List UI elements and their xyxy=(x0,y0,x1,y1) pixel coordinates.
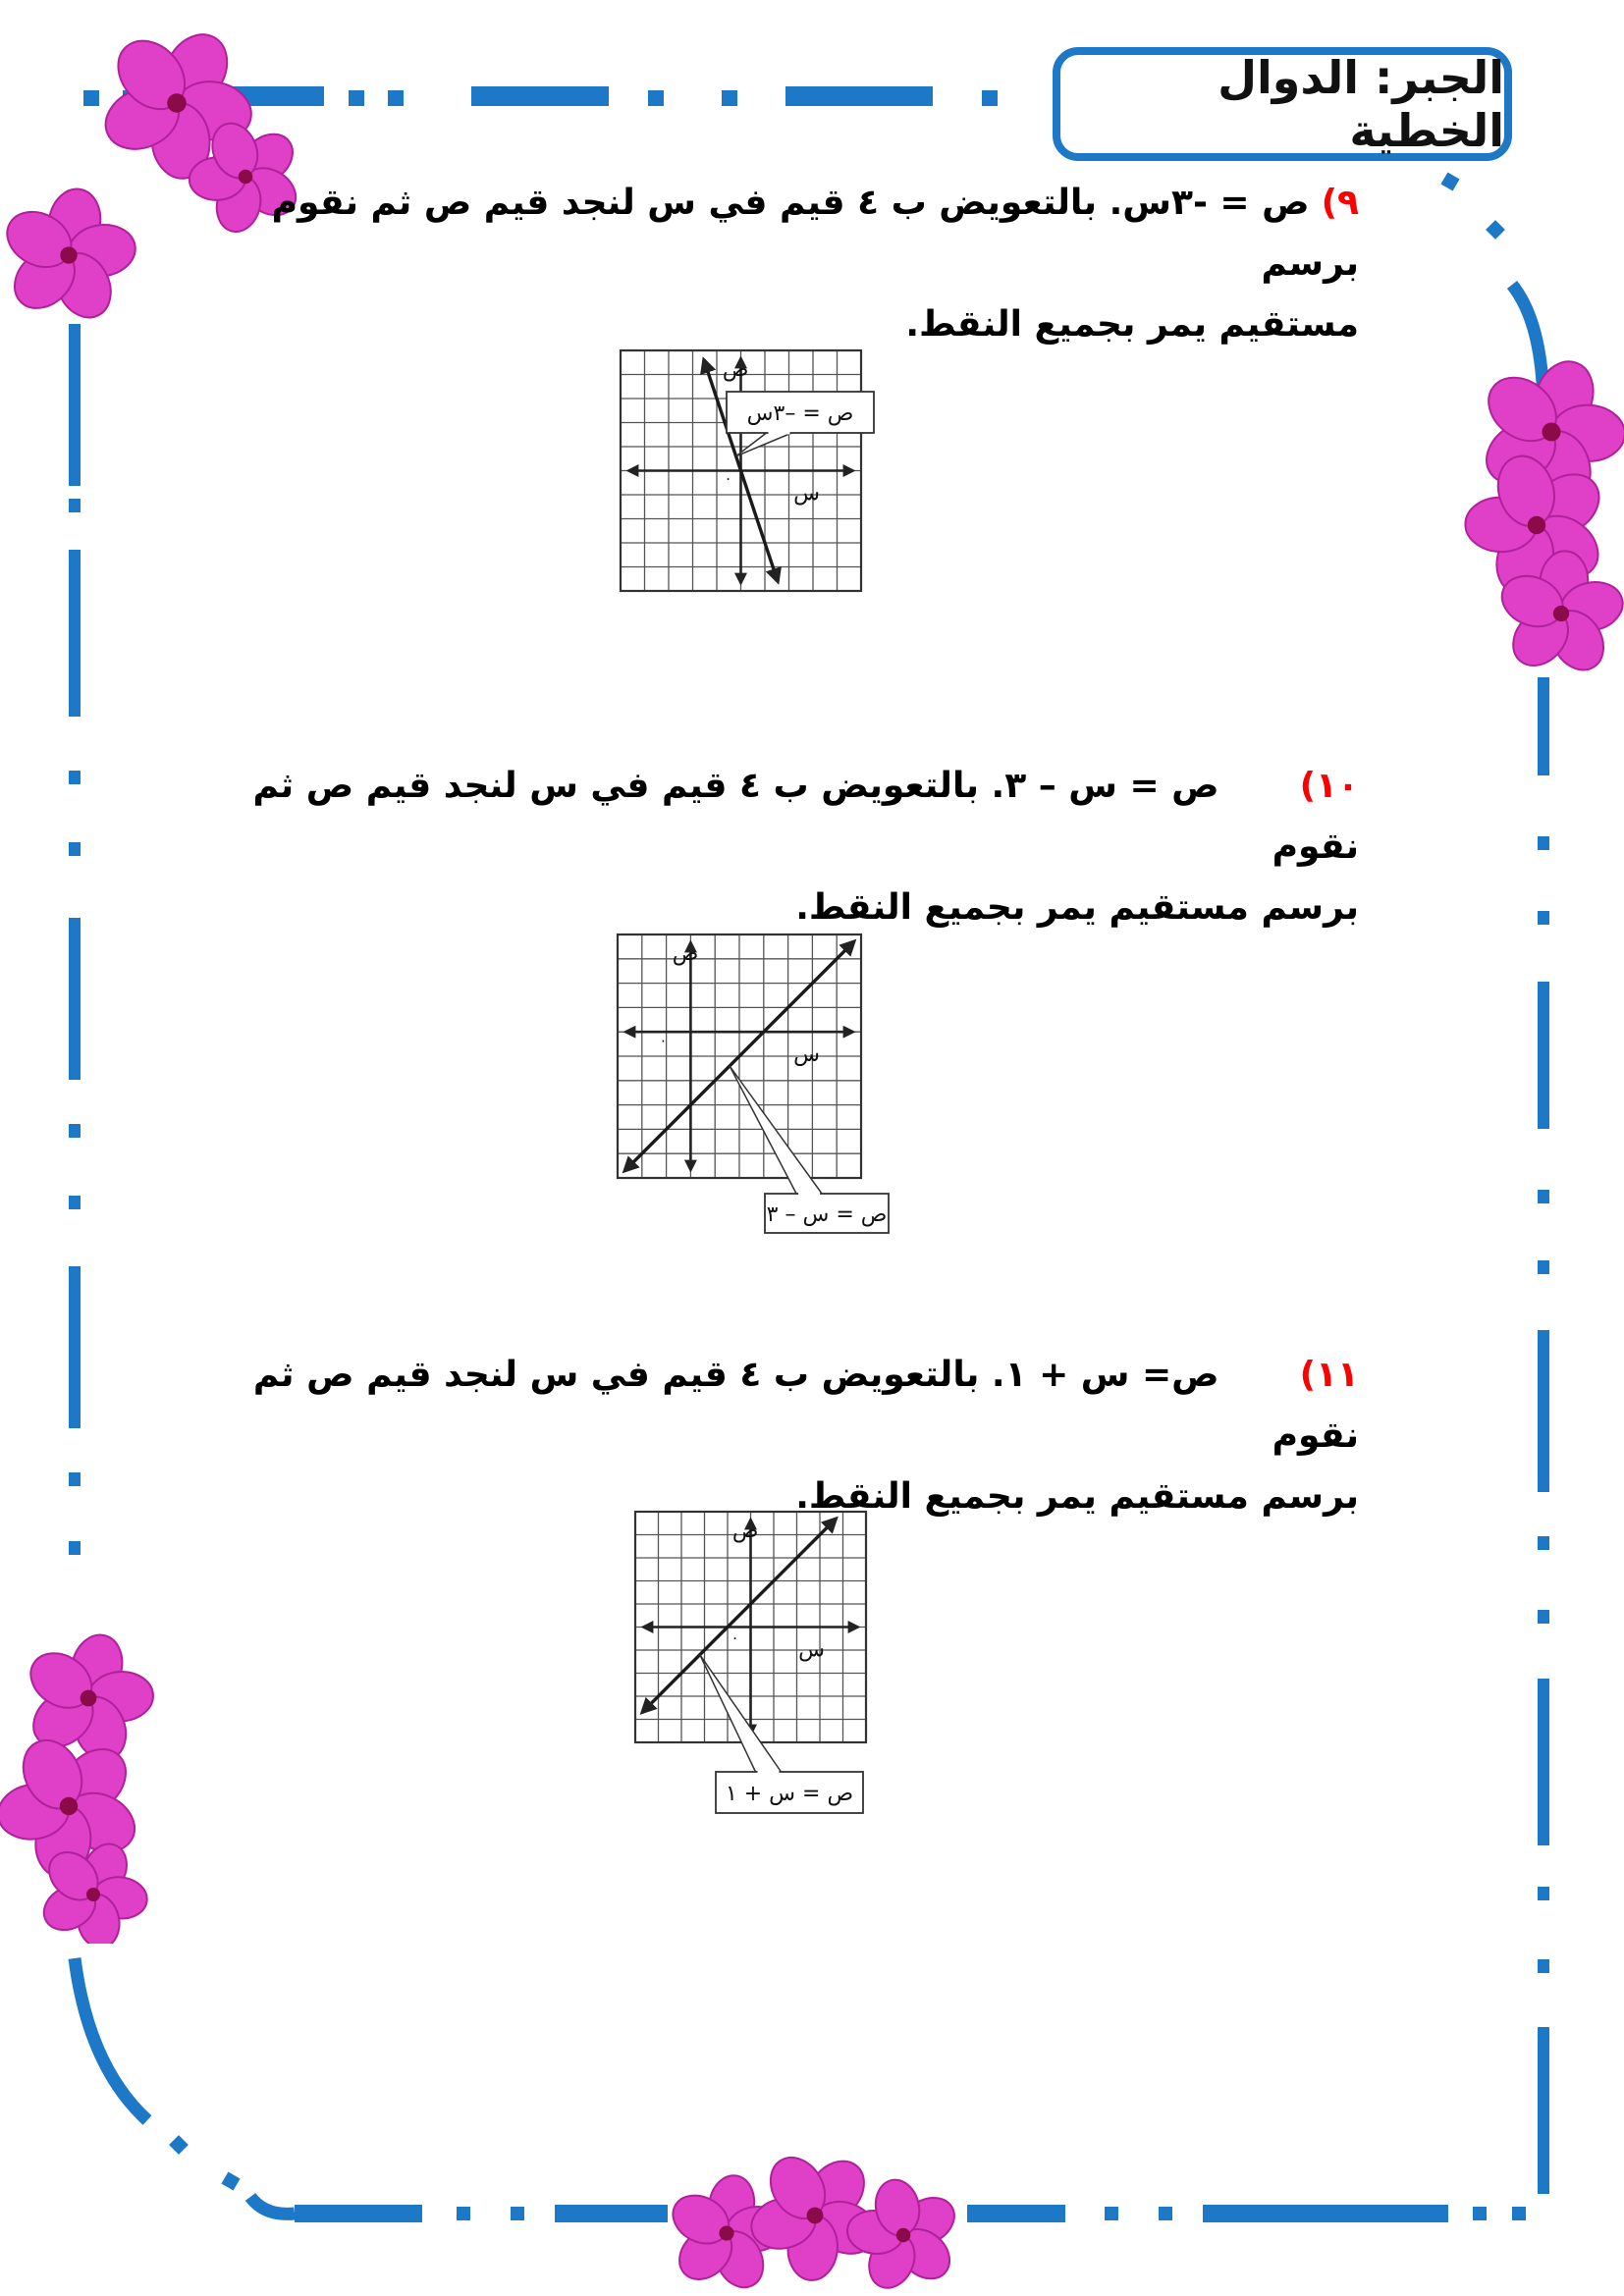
origin-label: ٠ xyxy=(724,469,732,488)
problem-11-number: ١١) xyxy=(1299,1355,1359,1395)
equation-label-pointer xyxy=(700,1655,782,1772)
x-axis-label: س xyxy=(793,481,820,507)
flower-decoration-right xyxy=(1453,353,1624,687)
origin-label: ٠ xyxy=(731,1629,739,1647)
problem-9-number: ٩) xyxy=(1321,183,1359,223)
problem-11-line-2: برسم مستقيم يمر بجميع النقط. xyxy=(795,1476,1359,1517)
y-axis-label: ص xyxy=(722,357,749,382)
equation-label-pointer xyxy=(736,433,792,456)
problem-11-text: ص= س + ١. بالتعويض ب ٤ قيم في س لنجد قيم ص ثم نقوم xyxy=(252,1355,1359,1456)
problem-9-text: ص = -٣س. بالتعويض ب ٤ قيم في س لنجد قيم ص ثم نقوم برسم xyxy=(271,183,1359,284)
problem-10-text: ص = س – ٣. بالتعويض ب ٤ قيم في س لنجد قيم ص ثم نقوم xyxy=(252,766,1359,867)
flower-decoration-left xyxy=(0,1629,167,1944)
y-axis-label: ص xyxy=(672,941,699,966)
equation-label: ص = –٣س xyxy=(746,401,854,426)
plotted-line xyxy=(642,1519,836,1712)
page-title-text: الجبر: الدوال الخطية xyxy=(1218,51,1504,157)
problem-11 xyxy=(200,1345,1359,1527)
y-axis-label: ص xyxy=(731,1519,759,1543)
problem-10-line-2: برسم مستقيم يمر بجميع النقط. xyxy=(795,887,1359,928)
problem-10-number: ١٠) xyxy=(1299,766,1359,806)
problem-11-line-1 xyxy=(200,1345,1359,1467)
problem-9-line-2: مستقيم يمر بجميع النقط. xyxy=(905,304,1359,345)
problem-9 xyxy=(200,173,1359,355)
graph-problem-11 xyxy=(633,1510,981,1859)
flower-decoration-bottom xyxy=(668,2155,962,2296)
graph-problem-10 xyxy=(616,933,985,1302)
graph-problem-9 xyxy=(619,348,984,712)
x-axis-label: س xyxy=(798,1637,825,1663)
origin-label: ٠ xyxy=(659,1032,668,1050)
equation-label: ص = س + ١ xyxy=(725,1782,854,1806)
problem-9-line-1 xyxy=(200,173,1359,294)
equation-label: ص = س – ٣ xyxy=(766,1202,888,1227)
page-title xyxy=(1053,47,1512,161)
problem-10 xyxy=(200,756,1359,938)
x-axis-label: س xyxy=(793,1042,820,1068)
problem-10-line-1 xyxy=(200,756,1359,878)
